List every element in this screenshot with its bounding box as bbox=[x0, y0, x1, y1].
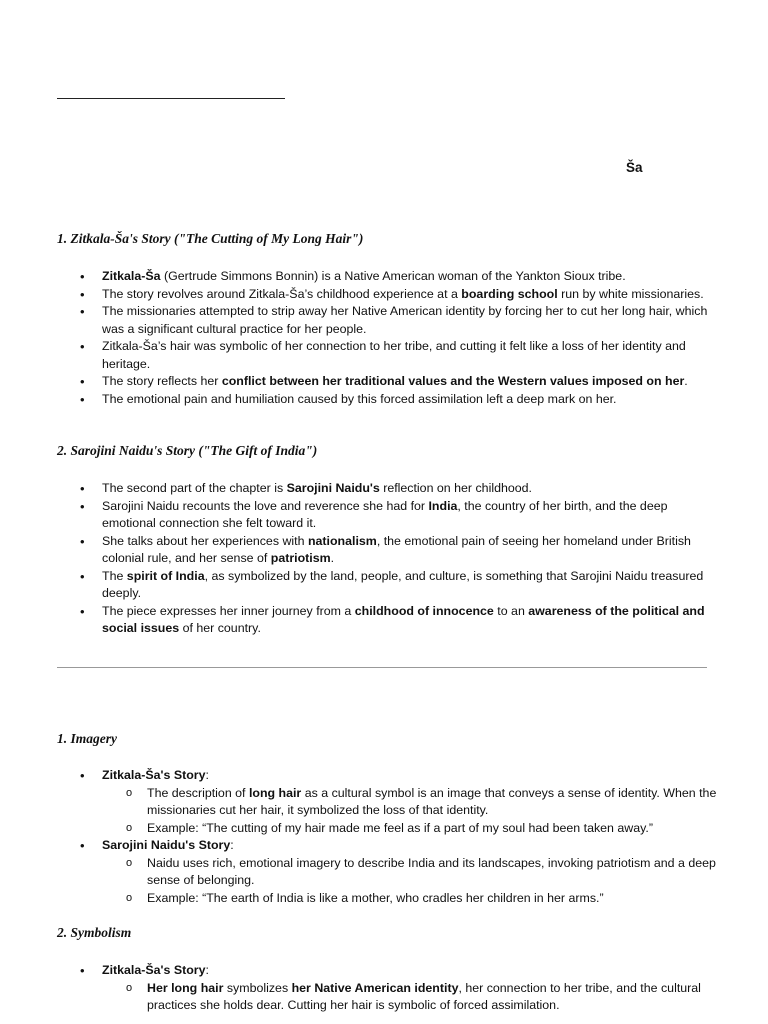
bold-text: Her long hair bbox=[147, 980, 224, 995]
text-run: . bbox=[684, 374, 688, 388]
text-run: She talks about her experiences with bbox=[102, 533, 308, 548]
text-run: to an bbox=[493, 603, 529, 618]
list-item bbox=[57, 533, 717, 568]
text-run: , the emotional pain of seeing her homeland under British colonial rule, and her sense of bbox=[102, 533, 691, 565]
sub-list bbox=[102, 855, 717, 908]
bold-text: boarding school bbox=[461, 286, 558, 301]
list-item bbox=[57, 303, 717, 338]
text-run: , the country of her birth, and the deep emotional connection she felt toward it. bbox=[102, 498, 668, 530]
section-heading-naidu: 2. Sarojini Naidu's Story ("The Gift of India") bbox=[57, 443, 318, 458]
text-run: (Gertrude Simmons Bonnin) is a Native American woman of the Yankton Sioux tribe. bbox=[160, 269, 626, 283]
group-label bbox=[102, 838, 234, 852]
text-run: The emotional pain and humiliation caused by this forced assimilation left a deep mark on her. bbox=[102, 391, 617, 406]
group-label bbox=[102, 768, 209, 782]
bold-text: conflict between her traditional values and the Western values imposed on her bbox=[221, 374, 685, 388]
text-run: The story revolves around Zitkala-Ša’s childhood experience at a bbox=[102, 286, 462, 301]
bold-text: Sarojini Naidu's Story bbox=[102, 838, 231, 852]
text-run: reflection on her childhood. bbox=[379, 481, 532, 495]
text-run: : bbox=[205, 768, 209, 782]
text-run: The piece expresses her inner journey from a bbox=[102, 603, 355, 618]
sub-list-item bbox=[102, 855, 717, 890]
section-heading-imagery: 1. Imagery bbox=[57, 731, 117, 746]
list-item bbox=[57, 391, 717, 409]
list-item bbox=[57, 268, 717, 286]
sub-list-item bbox=[102, 980, 717, 1015]
text-run: The bbox=[102, 568, 127, 583]
list-item bbox=[57, 767, 717, 837]
sub-list bbox=[102, 785, 717, 838]
bold-text: Zitkala-Ša's Story bbox=[102, 768, 206, 782]
horizontal-divider bbox=[57, 667, 707, 668]
text-run: : bbox=[230, 838, 234, 852]
list-item bbox=[57, 373, 717, 391]
list-item bbox=[57, 962, 717, 1015]
text-run: Zitkala-Ša’s hair was symbolic of her connection to her tribe, and cutting it felt like a loss of her identity and heritage. bbox=[102, 339, 686, 371]
list-item bbox=[57, 603, 717, 638]
text-run: The story reflects her bbox=[102, 374, 222, 388]
sub-list bbox=[102, 980, 717, 1015]
section-heading-symbolism: 2. Symbolism bbox=[57, 925, 132, 940]
text-run: The second part of the chapter is bbox=[102, 481, 287, 495]
text-run: The missionaries attempted to strip away her Native American identity by forcing her to cut her long hair, which was a significant cultural practice for her people. bbox=[102, 304, 708, 336]
text-run: of her country. bbox=[179, 621, 261, 635]
text-run: Naidu uses rich, emotional imagery to describe India and its landscapes, invoking patriotism and a deep sense of belonging. bbox=[147, 855, 716, 887]
section-heading-zitkala: 1. Zitkala-Ša's Story ("The Cutting of My Long Hair") bbox=[57, 231, 364, 246]
bold-text: spirit of India bbox=[126, 568, 205, 583]
bold-text: Zitkala-Ša's Story bbox=[102, 963, 206, 977]
text-run: Example: “The earth of India is like a mother, who cradles her children in her arms.” bbox=[147, 890, 604, 905]
list-item bbox=[57, 338, 717, 373]
text-run: symbolizes bbox=[223, 980, 292, 995]
bold-text: childhood of innocence bbox=[354, 603, 494, 618]
list-item bbox=[57, 498, 717, 533]
text-run: , as symbolized by the land, people, and culture, is something that Sarojini Naidu treasured deeply. bbox=[102, 568, 704, 600]
bold-text: Sarojini Naidu's bbox=[286, 481, 380, 495]
bold-text: patriotism bbox=[270, 551, 331, 565]
text-run: , her connection to her tribe, and the cultural practices she holds dear. Cutting her hair is symbolic of forced assimilation. bbox=[147, 980, 701, 1012]
sub-list-item bbox=[102, 890, 717, 908]
symbolism-list bbox=[57, 962, 717, 1015]
list-item bbox=[57, 286, 717, 304]
zitkala-bullet-list bbox=[57, 268, 717, 408]
text-run: Example: “The cutting of my hair made me feel as if a part of my soul had been taken away.” bbox=[147, 820, 653, 835]
naidu-bullet-list bbox=[57, 480, 717, 638]
list-item bbox=[57, 568, 717, 603]
bold-text: her Native American identity bbox=[291, 980, 459, 995]
imagery-list bbox=[57, 767, 717, 907]
sub-list-item bbox=[102, 820, 717, 838]
list-item bbox=[57, 837, 717, 907]
text-run: The description of bbox=[147, 785, 249, 800]
sub-list-item bbox=[102, 785, 717, 820]
title-underline bbox=[57, 98, 285, 99]
list-item bbox=[57, 480, 717, 498]
bold-text: Zitkala-Ša bbox=[102, 269, 161, 283]
group-label bbox=[102, 963, 209, 977]
text-run: . bbox=[330, 551, 335, 565]
text-run: as a cultural symbol is an image that conveys a sense of identity. When the missionaries cut her hair, it symbolized the loss of that identity. bbox=[147, 785, 717, 817]
bold-text: long hair bbox=[248, 785, 302, 800]
text-run: : bbox=[205, 963, 209, 977]
bold-text: awareness of the political and social issues bbox=[102, 603, 705, 635]
text-run: run by white missionaries. bbox=[557, 286, 704, 301]
corner-text: Ša bbox=[626, 160, 643, 175]
text-run: Sarojini Naidu recounts the love and reverence she had for bbox=[102, 498, 429, 513]
bold-text: India bbox=[428, 498, 458, 513]
bold-text: nationalism bbox=[307, 533, 377, 548]
